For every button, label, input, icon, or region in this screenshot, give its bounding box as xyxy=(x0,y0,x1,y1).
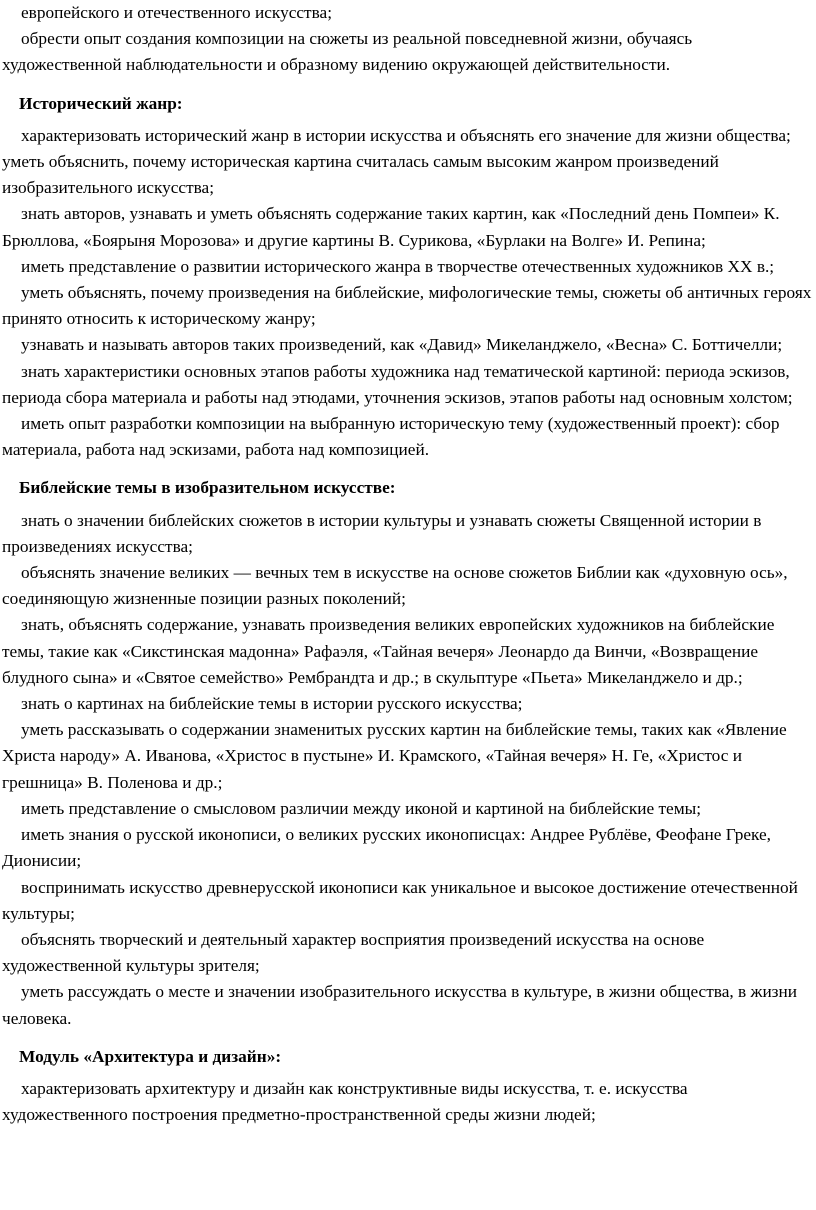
paragraph: объяснять значение великих — вечных тем в искусстве на основе сюжетов Библии как «духовную ось», соединяющую жизненные позиции разных поколений; xyxy=(2,563,788,609)
paragraph: иметь представление о смысловом различии между иконой и картиной на библейские темы; xyxy=(21,798,702,818)
paragraph: знать авторов, узнавать и уметь объяснять содержание таких картин, как «Последний день Помпеи» К. Брюллова, «Боярыня Морозова» и другие картины В. Сурикова, «Бурлаки на Волге» И. Репина; xyxy=(2,204,780,250)
section-heading-historical-genre: Исторический жанр: xyxy=(19,93,183,113)
paragraph: иметь представление о развитии исторического жанра в творчестве отечественных художников ХХ в.; xyxy=(21,256,775,276)
paragraph: знать о картинах на библейские темы в истории русского искусства; xyxy=(21,694,523,714)
paragraph: объяснять творческий и деятельный характер восприятия произведений искусства на основе художественной культуры зрителя; xyxy=(2,929,705,976)
paragraph: характеризовать исторический жанр в истории искусства и объяснять его значение для жизни общества; уметь объяснить, почему историческая картина считалась самым высоким жанром произведений изобразительного искусства; xyxy=(2,125,791,198)
paragraph: обрести опыт создания композиции на сюжеты из реальной повседневной жизни, обучаясь художественной наблюдательности и образному видению окружающей действительности. xyxy=(2,29,693,75)
paragraph: знать, объяснять содержание, узнавать произведения великих европейских художников на библейские темы, такие как «Сикстинская мадонна» Рафаэля, «Тайная вечеря» Леонардо да Винчи, «Возвращение блудного сына» и «Святое семейство» Рембрандта и др.; в скульптуре «Пьета» Микеланджело и др.; xyxy=(2,615,775,687)
paragraph: характеризовать архитектуру и дизайн как конструктивные виды искусства, т. е. искусства художественного построения предметно-пространственной среды жизни людей; xyxy=(2,1078,688,1125)
paragraph: уметь объяснять, почему произведения на библейские, мифологические темы, сюжеты об античных героях принято относить к историческому жанру; xyxy=(2,283,812,329)
paragraph: уметь рассуждать о месте и значении изобразительного искусства в культуре, в жизни общества, в жизни человека. xyxy=(2,982,798,1028)
paragraph: европейского и отечественного искусства; xyxy=(21,3,333,22)
section-heading-biblical-themes: Библейские темы в изобразительном искусстве: xyxy=(19,478,396,498)
paragraph: уметь рассказывать о содержании знаменитых русских картин на библейские темы, таких как «Явление Христа народу» А. Иванова, «Христос в пустыне» И. Крамского, «Тайная вечеря» Н. Ге, «Христос и грешница» В. Поленова и др.; xyxy=(2,720,787,792)
paragraph: знать характеристики основных этапов работы художника над тематической картиной: периода эскизов, периода сбора материала и работы над этюдами, уточнения эскизов, этапов работы над основным холстом; xyxy=(2,361,793,407)
paragraph: узнавать и называть авторов таких произведений, как «Давид» Микеланджело, «Весна» С. Боттичелли; xyxy=(21,335,783,355)
paragraph: знать о значении библейских сюжетов в истории культуры и узнавать сюжеты Священной истории в произведениях искусства; xyxy=(2,510,762,556)
paragraph: иметь опыт разработки композиции на выбранную историческую тему (художественный проект): сбор материала, работа над эскизами, работа над композицией. xyxy=(2,414,780,460)
paragraph: воспринимать искусство древнерусской иконописи как уникальное и высокое достижение отечественной культуры; xyxy=(2,877,798,923)
section-heading-architecture-design: Модуль «Архитектура и дизайн»: xyxy=(19,1046,282,1066)
paragraph: иметь знания о русской иконописи, о великих русских иконописцах: Андрее Рублёве, Феофане Греке, Дионисии; xyxy=(2,825,771,871)
